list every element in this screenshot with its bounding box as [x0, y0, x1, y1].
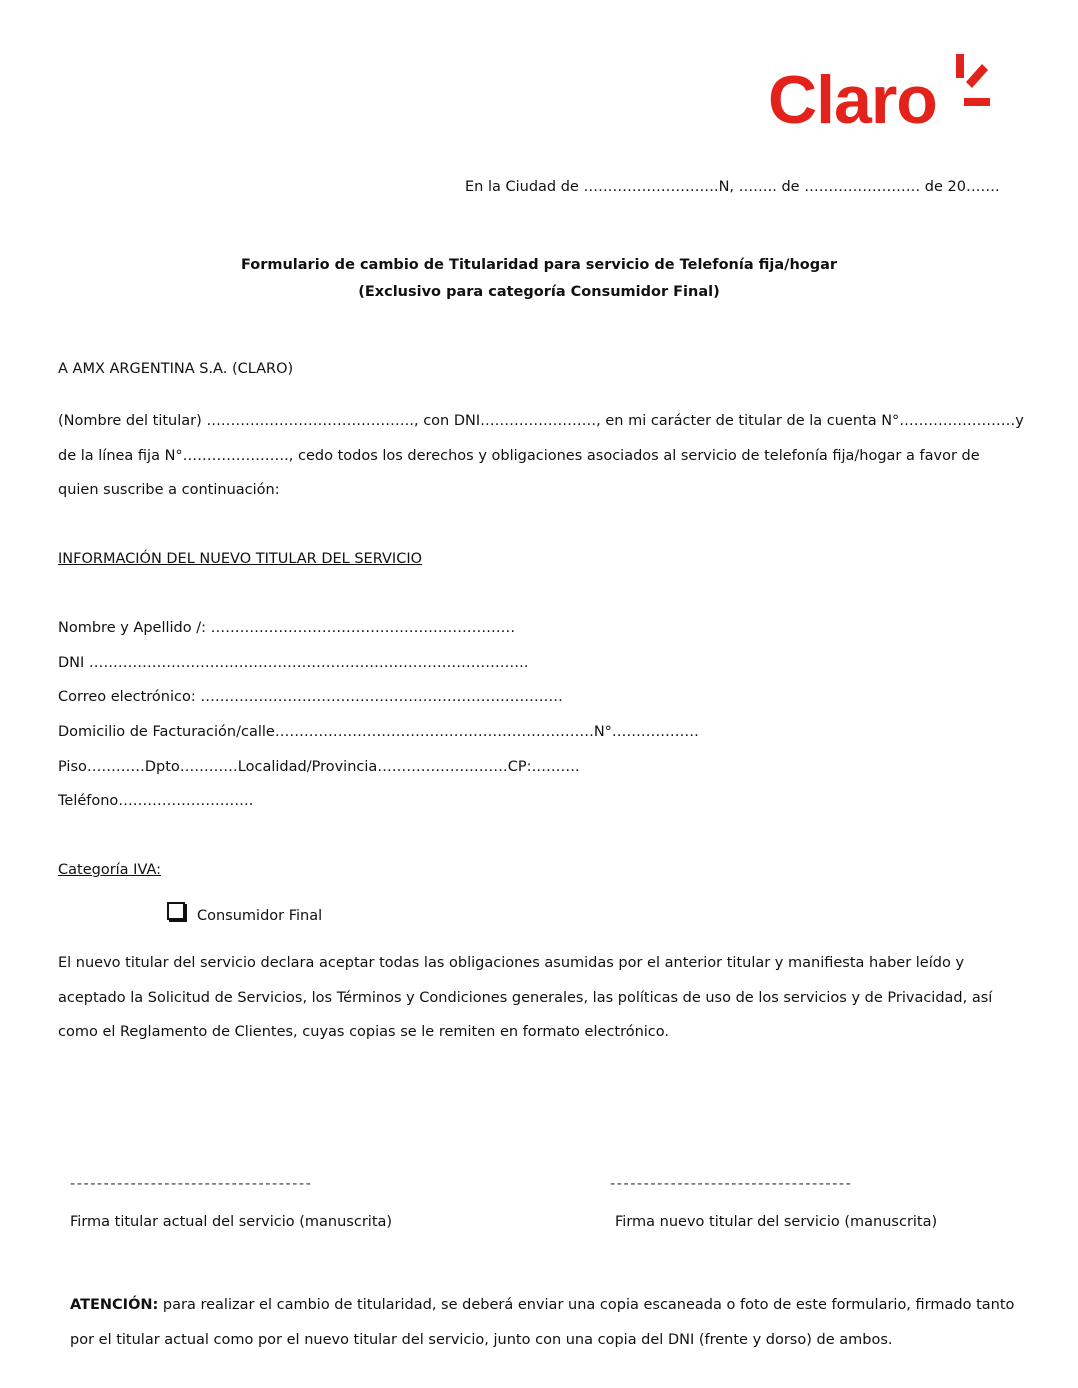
attention-label: ATENCIÓN:	[70, 1297, 159, 1313]
form-subtitle: (Exclusivo para categoría Consumidor Final)	[358, 284, 720, 300]
field-dni: DNI ……………………………………………………………………………….	[58, 655, 529, 671]
field-phone: Teléfono……………………….	[58, 793, 254, 809]
signature-label-current: Firma titular actual del servicio (manuscrita)	[70, 1214, 393, 1230]
field-name: Nombre y Apellido /: ………………………………………………………	[58, 620, 516, 636]
attention-text-1: para realizar el cambio de titularidad, se deberá enviar una copia escaneada o foto de este formulario, firmado tanto	[158, 1297, 1015, 1313]
form-title: Formulario de cambio de Titularidad para servicio de Telefonía fija/hogar	[240, 257, 838, 273]
consumidor-final-label: Consumidor Final	[197, 908, 323, 924]
field-email: Correo electrónico: …………………………………………………………………	[58, 689, 563, 705]
declaration-line-2: aceptado la Solicitud de Servicios, los Términos y Condiciones generales, las políticas de uso de los servicios y de Privacidad, así	[58, 990, 993, 1006]
iva-heading: Categoría IVA:	[58, 862, 161, 878]
declaration-line-1: El nuevo titular del servicio declara aceptar todas las obligaciones asumidas por el anterior titular y manifiesta haber leído y	[58, 955, 965, 971]
city-date-line: En la Ciudad de ……………………….N, …….. de …………………… de 20…….	[465, 179, 1000, 195]
signature-label-new: Firma nuevo titular del servicio (manuscrita)	[615, 1214, 938, 1230]
consumidor-final-checkbox[interactable]	[167, 902, 185, 920]
logo-text: Claro	[768, 62, 937, 138]
new-holder-heading: INFORMACIÓN DEL NUEVO TITULAR DEL SERVICIO	[58, 551, 423, 567]
field-address: Domicilio de Facturación/calle…………………………………………………………N°………………	[58, 724, 699, 740]
attention-line-2: por el titular actual como por el nuevo titular del servicio, junto con una copia del DNI (frente y dorso) de ambos.	[70, 1332, 893, 1348]
claro-logo	[768, 52, 990, 136]
signature-line-new: ------------------------------------	[610, 1176, 853, 1192]
declaration-line-3: como el Reglamento de Clientes, cuyas copias se le remiten en formato electrónico.	[58, 1024, 669, 1040]
field-location: Piso…………Dpto…………Localidad/Provincia………………………CP:……….	[58, 759, 580, 775]
logo-rays-icon	[768, 52, 990, 136]
intro-line-2: de la línea fija N°…………………., cedo todos los derechos y obligaciones asociados al servicio de telefonía fija/hogar a favor de	[58, 448, 980, 464]
intro-line-3: quien suscribe a continuación:	[58, 482, 280, 498]
signature-line-current: ------------------------------------	[70, 1176, 313, 1192]
attention-line-1	[70, 1297, 1014, 1313]
addressee: A AMX ARGENTINA S.A. (CLARO)	[58, 361, 294, 377]
intro-line-1: (Nombre del titular) ……………………………………., con DNI……………………, en mi carácter de titular de la cuenta N°……………………y	[58, 413, 1024, 429]
